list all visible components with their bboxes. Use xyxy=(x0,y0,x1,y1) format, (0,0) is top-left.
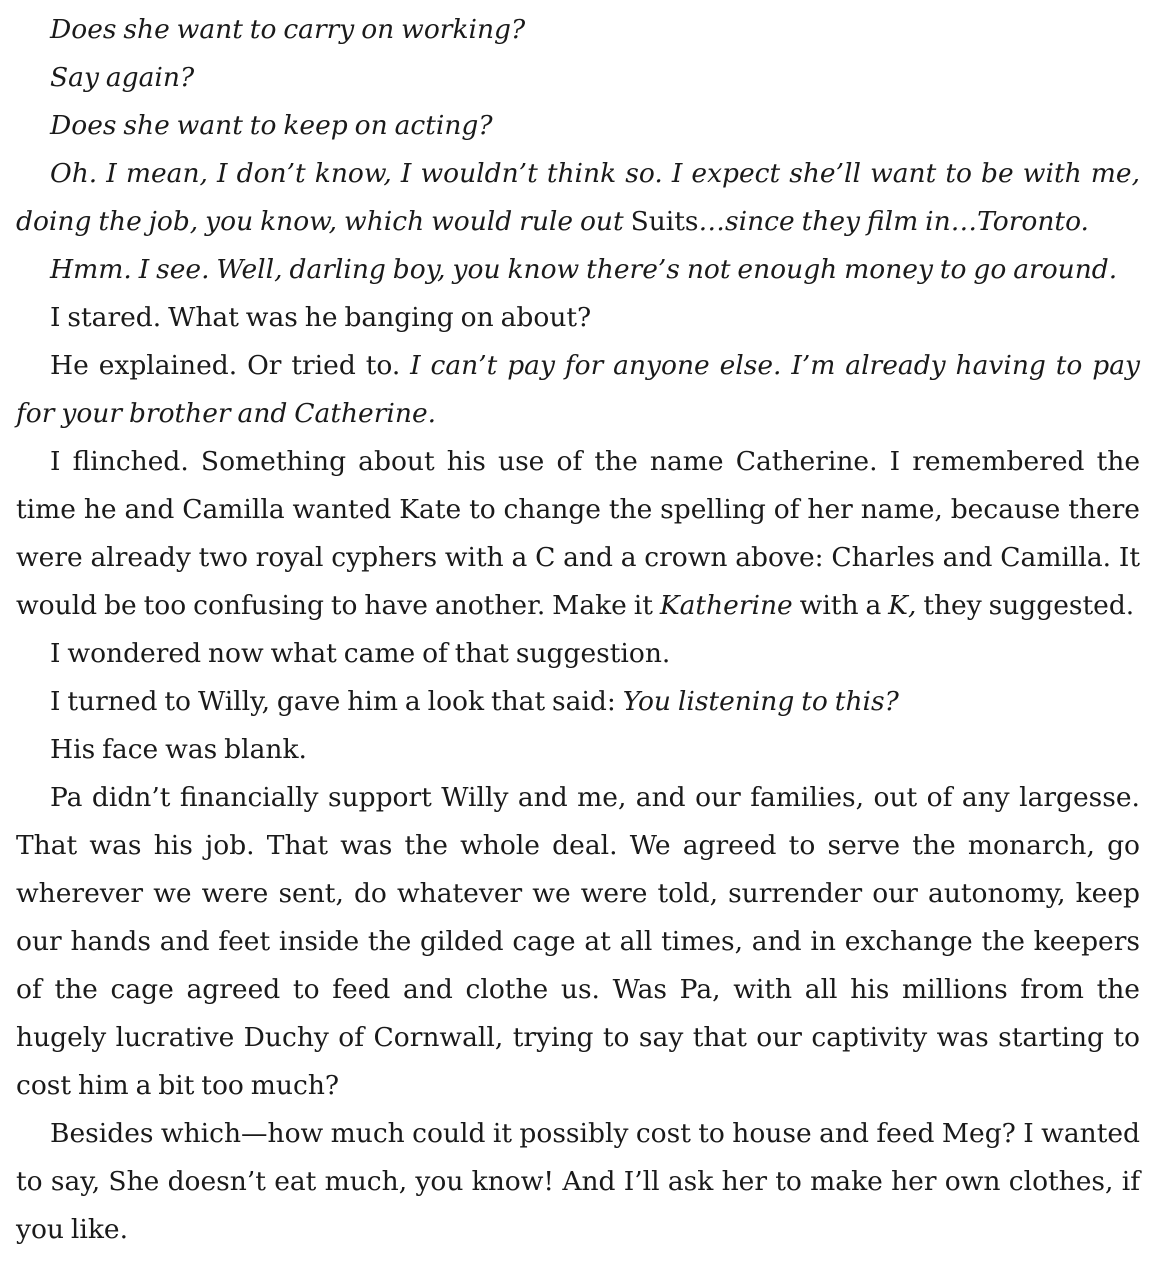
paragraph-12 xyxy=(16,774,1140,1110)
text-segment: I wondered now what came of that suggestion. xyxy=(50,638,671,669)
paragraph-4 xyxy=(16,150,1140,246)
text-segment: Hmm. I see. Well, darling boy, you know there’s not enough money to go around. xyxy=(50,254,1118,285)
paragraph-5 xyxy=(16,246,1140,294)
paragraph-10 xyxy=(16,678,1140,726)
paragraph-11 xyxy=(16,726,1140,774)
text-segment: He explained. Or tried to. xyxy=(50,350,411,381)
text-segment: Suits xyxy=(630,206,699,237)
text-segment: I can’t pay for anyone else. I’m already having to pay for your brother and Catherine. xyxy=(16,350,1140,429)
text-segment: …since they film in…Toronto. xyxy=(698,206,1089,237)
text-segment: Oh. I mean, I don’t know, I wouldn’t think so. I expect she’ll want to be with me, doing the job, you know, which would rule out xyxy=(16,158,1140,237)
text-segment: Besides which—how much could it possibly cost to house and feed Meg? I wanted to say, She doesn’t eat much, you know! And I’ll ask her to make her own clothes, if you like. xyxy=(16,1118,1140,1245)
text-segment: Does she want to keep on acting? xyxy=(50,110,493,141)
paragraph-1 xyxy=(16,6,1140,54)
text-segment: I flinched. Something about his use of the name Catherine. I remembered the time he and Camilla wanted Kate to change the spelling of her name, because there were already two royal cyphers with a C and a crown above: Charles and Camilla. It would be too confusing to have another. Make it xyxy=(16,446,1140,621)
text-segment: Say again? xyxy=(50,62,195,93)
text-segment: You listening to this? xyxy=(622,686,899,717)
paragraph-3 xyxy=(16,102,1140,150)
paragraph-8 xyxy=(16,438,1140,630)
text-segment: I stared. What was he banging on about? xyxy=(50,302,592,333)
text-segment: K, xyxy=(888,590,917,621)
text-segment: Katherine xyxy=(659,590,793,621)
paragraph-6 xyxy=(16,294,1140,342)
text-segment: Pa didn’t financially support Willy and me, and our families, out of any largesse. That was his job. That was the whole deal. We agreed to serve the monarch, go wherever we were sent, do whatever we were told, surrender our autonomy, keep our hands and feet inside the gilded cage at all times, and in exchange the keepers of the cage agreed to feed and clothe us. Was Pa, with all his millions from the hugely lucrative Duchy of Cornwall, trying to say that our captivity was starting to cost him a bit too much? xyxy=(16,782,1140,1101)
paragraph-9 xyxy=(16,630,1140,678)
text-segment: His face was blank. xyxy=(50,734,307,765)
paragraph-2 xyxy=(16,54,1140,102)
paragraph-7 xyxy=(16,342,1140,438)
text-segment: they suggested. xyxy=(916,590,1135,621)
text-segment: I turned to Willy, gave him a look that said: xyxy=(50,686,623,717)
paragraph-13 xyxy=(16,1110,1140,1254)
text-segment: Does she want to carry on working? xyxy=(50,14,526,45)
text-segment: with a xyxy=(792,590,889,621)
